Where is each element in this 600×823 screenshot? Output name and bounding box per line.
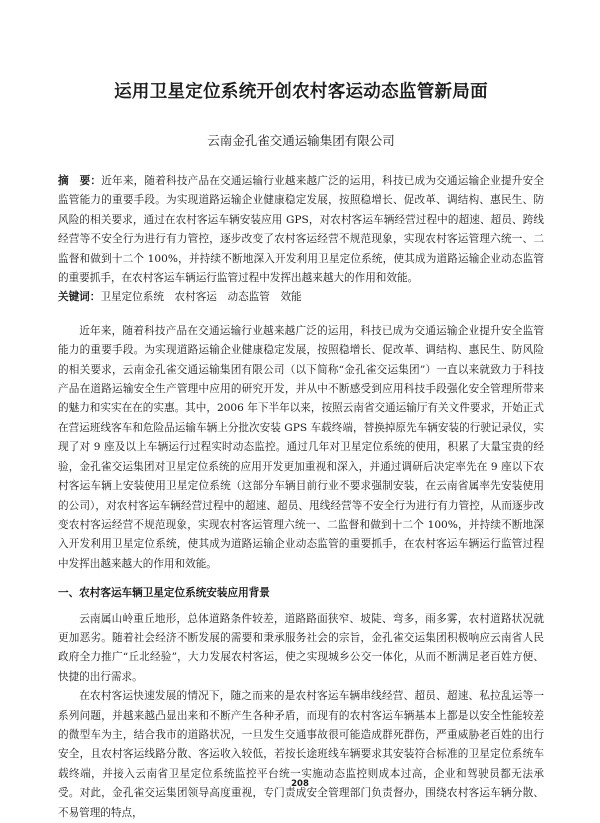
section-paragraph: 在农村客运快速发展的情况下，随之而来的是农村客运车辆串线经营、超员、超速、私拉乱运等一系列问题，并越来越凸显出来和不断产生各种矛盾，而现有的农村客运车辆基本上都是以安全性能较差的微型车为主，结合我市的道路状况，一旦发生交通事故很可能造成群死群伤，严重威胁老百姓的出行安全，且农村客运线路分散、客运收入较低，若按长途班线车辆要求其安装符合标准的卫星定位系统车载终端，并接入云南省卫星定位系统监控平台统一实施动态监控则成本过高，企业和驾驶员都无法承受。对此，金孔雀交运集团领导高度重视，专门责成安全管理部门负责督办，围绕农村客运车辆分散、不易管理的特点，	[58, 690, 544, 819]
keywords-text: 卫星定位系统 农村客运 动态监管 效能	[100, 291, 302, 304]
section-heading: 一、农村客运车辆卫星定位系统安装应用背景	[58, 587, 270, 600]
abstract-text: 近年来，随着科技产品在交通运输行业越来越广泛的运用，科技已成为交通运输企业提升安全监管能力的重要手段。为实现道路运输企业健康稳定发展，按照稳增长、促改革、调结构、惠民生、防风险的相关要求，通过在农村客运车辆安装应用 GPS，对农村客运车辆经营过程中的超速、超员、跨线经营等不安全行为进行有力管控，逐步改变了农村客运经营不规范现象，实现农村客运管理六统一、二监督和做到十二个 100%，并持续不断地深入开发利用卫星定位系统，使其成为道路运输企业动态监管的重要抓手，在农村客运车辆运行监管过程中发挥出越来越大的作用和效能。	[58, 175, 544, 285]
keywords-label: 关键词：	[58, 291, 101, 304]
keywords	[58, 288, 544, 307]
author-affiliation: 云南金孔雀交通运输集团有限公司	[207, 133, 395, 148]
paper-title: 运用卫星定位系统开创农村客运动态监管新局面	[114, 82, 488, 102]
abstract	[58, 172, 544, 288]
abstract-label: 摘 要：	[58, 175, 102, 187]
paper-page	[58, 78, 544, 823]
section-paragraph: 云南属山岭重丘地形，总体道路条件较差，道路路面狭窄、坡陡、弯多，雨多雾，农村道路状况就更加恶劣。随着社会经济不断发展的需要和秉承服务社会的宗旨，金孔雀交运集团积极响应云南省人民政府全力推广“丘北经验”，大力发展农村客运，使之实现城乡公交一体化，从而不断满足老百姓方便、快捷的出行需求。	[58, 612, 544, 683]
page-number: 208	[291, 779, 309, 789]
intro-paragraph: 近年来，随着科技产品在交通运输行业越来越广泛的运用，科技已成为交通运输企业提升安全监管能力的重要手段。为实现道路运输企业健康稳定发展，按照稳增长、促改革、调结构、惠民生、防风险的相关要求，云南金孔雀交通运输集团有限公司（以下简称“金孔雀交运集团”）一直以来就致力于科技产品在道路运输安全生产管理中应用的研究开发，并从中不断感受到应用科技手段强化安全管理所带来的魅力和实实在在的实惠。其中，2006 年下半年以来，按照云南省交通运输厅有关文件要求，开始正式在营运班线客车和危险品运输车辆上分批次安装 GPS 车载终端，替换掉原先车辆安装的行驶记录仪，实现了对 9 座及以上车辆运行过程实时动态监控。通过几年对卫星定位系统的使用，积累了大量宝贵的经验，金孔雀交运集团对卫星定位系统的应用开发更加重视和深入，并通过调研后决定率先在 9 座以下农村客运车辆上安装使用卫星定位系统（这部分车辆目前行业不要求强制安装，在云南省属率先安装使用的公司），对农村客运车辆经营过程中的超速、超员、甩线经营等不安全行为进行有力管控，从而逐步改变农村客运经营不规范现象，实现农村客运管理六统一、二监督和做到十二个 100%，并持续不断地深入开发利用卫星定位系统，使其成为道路运输企业动态监管的重要抓手，在农村客运车辆运行监管过程中发挥出越来越大的作用和效能。	[58, 324, 544, 570]
